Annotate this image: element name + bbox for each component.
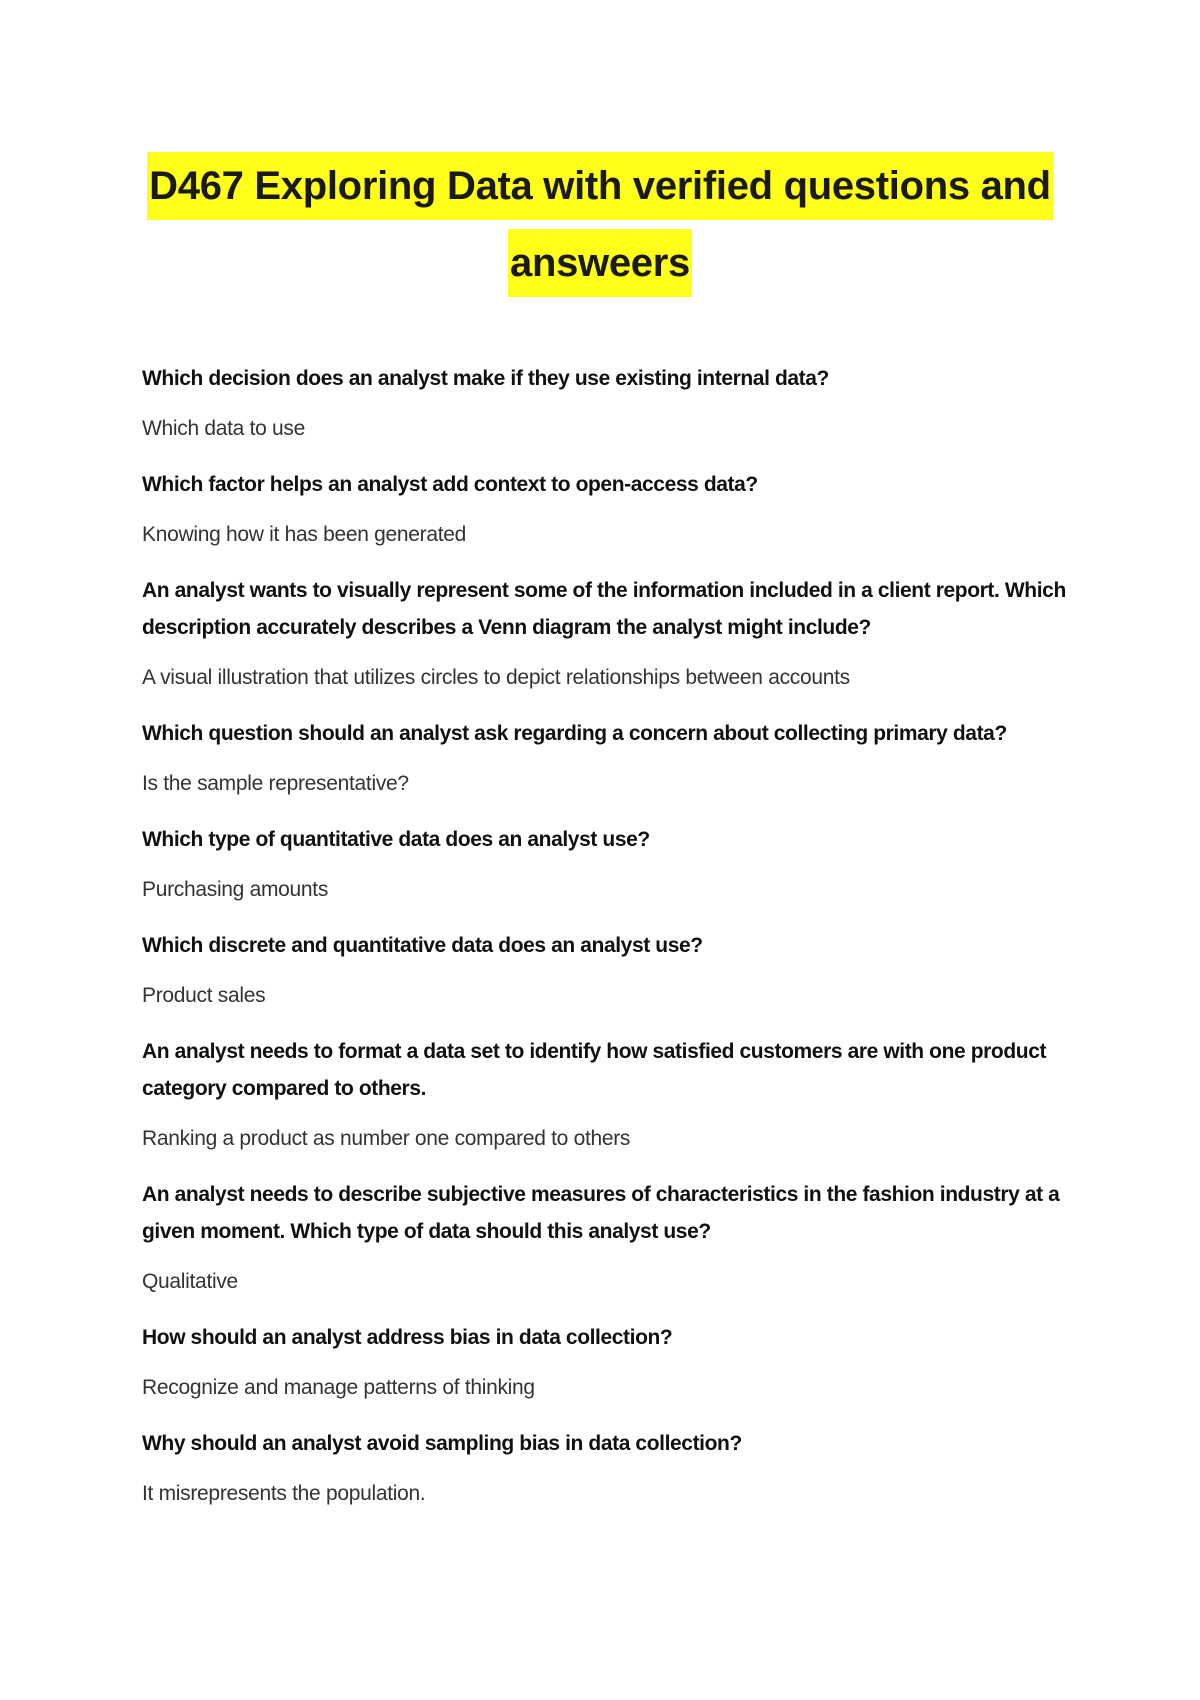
question: How should an analyst address bias in data collection? (142, 1326, 673, 1349)
answer: Is the sample representative? (142, 772, 409, 795)
question: Why should an analyst avoid sampling bias in data collection? (142, 1432, 742, 1455)
answer: Which data to use (142, 417, 305, 440)
question: An analyst wants to visually represent some of the information included in a client report. Which description accurately describes a Venn diagram the analyst might include? (142, 579, 1066, 639)
qa-item (142, 466, 1072, 550)
answer: A visual illustration that utilizes circles to depict relationships between accounts (142, 666, 850, 689)
answer: Purchasing amounts (142, 878, 329, 901)
answer: Qualitative (142, 1270, 238, 1293)
answer: Ranking a product as number one compared to others (142, 1127, 631, 1150)
question: Which discrete and quantitative data does an analyst use? (142, 934, 703, 957)
qa-item (142, 572, 1072, 693)
qa-item (142, 715, 1072, 799)
qa-list (142, 360, 1072, 1531)
qa-item (142, 927, 1072, 1011)
qa-item (142, 360, 1072, 444)
answer: Product sales (142, 984, 266, 1007)
answer: Recognize and manage patterns of thinking (142, 1376, 535, 1399)
question: Which question should an analyst ask regarding a concern about collecting primary data? (142, 722, 1007, 745)
answer: Knowing how it has been generated (142, 523, 467, 546)
title-line-2: answeers (508, 229, 692, 297)
answer: It misrepresents the population. (142, 1482, 426, 1505)
title-line-1: D467 Exploring Data with verified questions and (147, 152, 1053, 220)
qa-item (142, 1319, 1072, 1403)
question: Which type of quantitative data does an analyst use? (142, 828, 650, 851)
question: Which decision does an analyst make if they use existing internal data? (142, 367, 829, 390)
qa-item (142, 1176, 1072, 1297)
qa-item (142, 821, 1072, 905)
question: Which factor helps an analyst add context to open-access data? (142, 473, 758, 496)
qa-item (142, 1425, 1072, 1509)
document-title (0, 152, 1200, 306)
question: An analyst needs to format a data set to identify how satisfied customers are with one product category compared to others. (142, 1040, 1047, 1100)
question: An analyst needs to describe subjective measures of characteristics in the fashion industry at a given moment. Which type of data should this analyst use? (142, 1183, 1060, 1243)
qa-item (142, 1033, 1072, 1154)
